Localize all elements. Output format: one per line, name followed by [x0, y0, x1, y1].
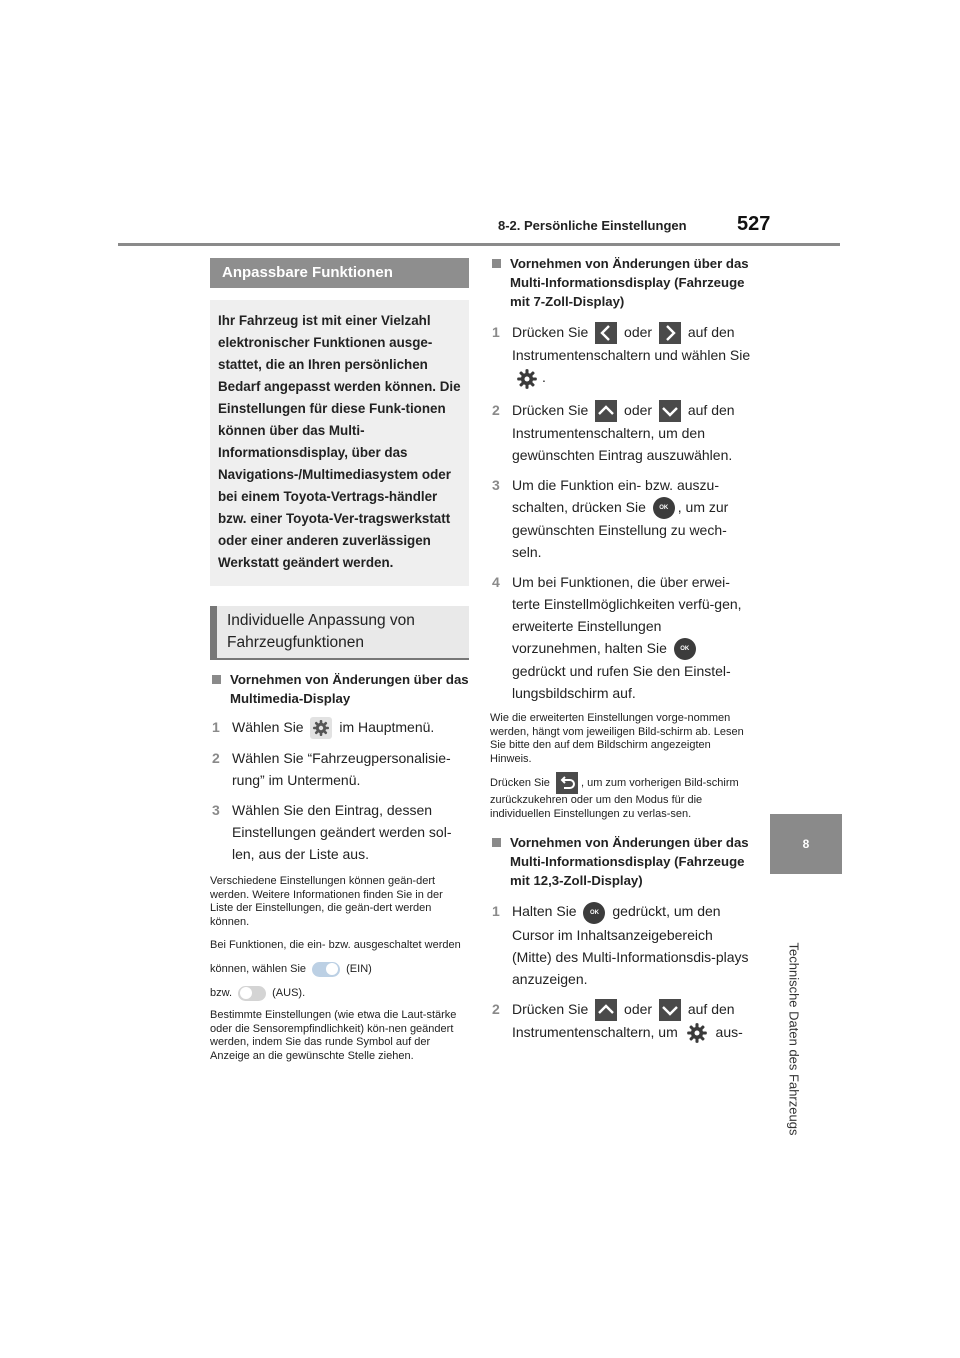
- section-title-custom-functions: Anpassbare Funktionen: [210, 258, 469, 288]
- ok-button-icon: OK: [583, 902, 605, 924]
- settings-gear-icon: [310, 717, 332, 739]
- step-number: 2: [492, 401, 500, 418]
- note-toggle: [210, 933, 469, 1005]
- step-number: 2: [492, 1000, 500, 1017]
- step-text: .: [542, 369, 546, 386]
- step-3: [210, 799, 469, 865]
- subheading-12inch: Vornehmen von Änderungen über das Multi-Informationsdisplay (Fahrzeuge mit 12,3-Zoll-Display): [490, 833, 752, 890]
- section-title-personalization: Individuelle Anpassung von Fahrzeugfunktionen: [210, 606, 469, 660]
- step-1: [210, 716, 469, 739]
- chapter-vertical-label: Technische Daten des Fahrzeugs: [786, 942, 802, 1136]
- arrow-down-icon: [659, 400, 681, 422]
- arrow-down-icon: [659, 999, 681, 1021]
- toggle-on-icon: [312, 962, 340, 977]
- step-text: Wählen Sie: [232, 719, 304, 735]
- toggle-off-icon: [238, 986, 266, 1001]
- step-text: Halten Sie: [512, 903, 577, 920]
- step-number: 2: [212, 750, 220, 767]
- step-number: 1: [212, 719, 220, 735]
- header-rule: [118, 243, 840, 246]
- chapter-tab: [770, 814, 842, 874]
- arrow-up-icon: [595, 999, 617, 1021]
- note-slider: Bestimmte Einstellungen (wie etwa die Laut-stärke oder die Sensorempfindlichkeit) kön-nen geändert werden, indem Sie das runde Symbol auf der Anzeige an die gewünschte Stelle ziehen.: [210, 1009, 457, 1062]
- page-number: 527: [737, 213, 771, 235]
- subheading-7inch: Vornehmen von Änderungen über das Multi-Informationsdisplay (Fahrzeuge mit 7-Zoll-Display): [490, 254, 752, 311]
- step-text: gedrückt und rufen Sie den Einstel-lungsbildschirm auf.: [512, 663, 731, 702]
- intro-box: Ihr Fahrzeug ist mit einer Vielzahl elektronischer Funktionen ausge-stattet, die an Ihren persönlichen Bedarf angepasst werden können. Die Einstellungen für diese Funk-tionen können über das Multi-Informationsdisplay, über das Navigations-/Multimediasystem oder bei einem Toyota-Vertrags-händler bzw. einer Toyota-Ver-tragswerkstatt oder einer anderen zuverlässigen Werkstatt geändert werden.: [210, 300, 469, 586]
- step-7inch-4: [490, 571, 752, 704]
- step-text: oder: [624, 401, 653, 418]
- step-text: Drücken Sie: [512, 324, 589, 340]
- step-number: 3: [492, 476, 500, 493]
- note-text: bzw.: [210, 987, 233, 1000]
- note-text: Drücken Sie: [490, 777, 550, 790]
- step-text: aus-: [715, 1024, 743, 1041]
- step-number: 3: [212, 802, 220, 819]
- step-12inch-2: [490, 998, 752, 1046]
- ok-button-icon: OK: [674, 638, 696, 660]
- step-number: 1: [492, 903, 500, 920]
- step-text: , um zur gewünschten Einstellung zu wech-seln.: [512, 498, 729, 561]
- left-column: [210, 258, 469, 1063]
- back-icon: [556, 772, 578, 794]
- step-text: auf den Instrumentenschaltern, um den gewünschten Eintrag auszuwählen.: [512, 401, 735, 463]
- subheading-multimedia: Vornehmen von Änderungen über das Multimedia-Display: [210, 670, 469, 708]
- step-text: im Hauptmenü.: [339, 719, 435, 735]
- step-number: 1: [492, 324, 500, 340]
- step-text: gedrückt, um den Cursor im Inhaltsanzeigebereich (Mitte) des Multi-Informationsdis-plays anzuzeigen.: [512, 903, 749, 987]
- step-text: Wählen Sie “Fahrzeugpersonalisie-rung” im Untermenü.: [232, 750, 451, 789]
- note-text: (AUS).: [272, 987, 306, 1000]
- step-text: Wählen Sie den Eintrag, dessen Einstellungen geändert werden sol-len, aus der Liste aus.: [232, 802, 452, 863]
- settings-gear-icon: [685, 1021, 709, 1045]
- step-12inch-1: [490, 900, 752, 989]
- step-text: auf den Instrumentenschaltern und wählen Sie: [512, 324, 751, 364]
- step-text: Um bei Funktionen, die über erwei-terte Einstellmöglichkeiten verfü-gen, erweiterte Einstellungen vorzunehmen, halten Sie: [512, 574, 742, 657]
- note-back: [490, 772, 752, 821]
- note-text: (EIN): [346, 963, 372, 976]
- step-text: auf den Instrumentenschaltern, um: [512, 1000, 735, 1041]
- step-7inch-2: [490, 399, 752, 466]
- arrow-right-icon: [659, 322, 681, 344]
- ok-button-icon: OK: [653, 497, 675, 519]
- step-text: oder: [624, 1000, 653, 1017]
- header-section: 8-2. Persönliche Einstellungen: [498, 218, 687, 233]
- step-text: Drücken Sie: [512, 401, 589, 418]
- arrow-left-icon: [595, 322, 617, 344]
- note-extended-settings: Wie die erweiterten Einstellungen vorge-nommen werden, hängt vom jeweiligen Bild-schirm ab. Lesen Sie bitte den auf dem Bildschirm angezeigten Hinweis.: [490, 712, 744, 765]
- step-text: Drücken Sie: [512, 1000, 589, 1017]
- note-text: , um zum vorherigen Bild-schirm zurückzukehren oder um den Modus für die individuellen Einstellungen zu verlas-sen.: [490, 777, 739, 820]
- step-text: oder: [624, 324, 653, 340]
- step-7inch-3: [490, 474, 752, 563]
- settings-gear-icon: [515, 367, 539, 391]
- note-text: Bei Funktionen, die ein- bzw. ausgeschaltet werden können, wählen Sie: [210, 939, 461, 976]
- arrow-up-icon: [595, 400, 617, 422]
- step-2: [210, 747, 469, 791]
- right-column: [490, 254, 752, 1045]
- note-settings-list: Verschiedene Einstellungen können geän-dert werden. Weitere Informationen finden Sie in der Liste der Einstellungen, die geän-dert werden können.: [210, 875, 443, 928]
- step-7inch-1: [490, 321, 752, 391]
- step-text: Um die Funktion ein- bzw. auszu-schalten, drücken Sie: [512, 476, 719, 515]
- chapter-number: 8: [802, 837, 810, 851]
- step-number: 4: [492, 574, 500, 591]
